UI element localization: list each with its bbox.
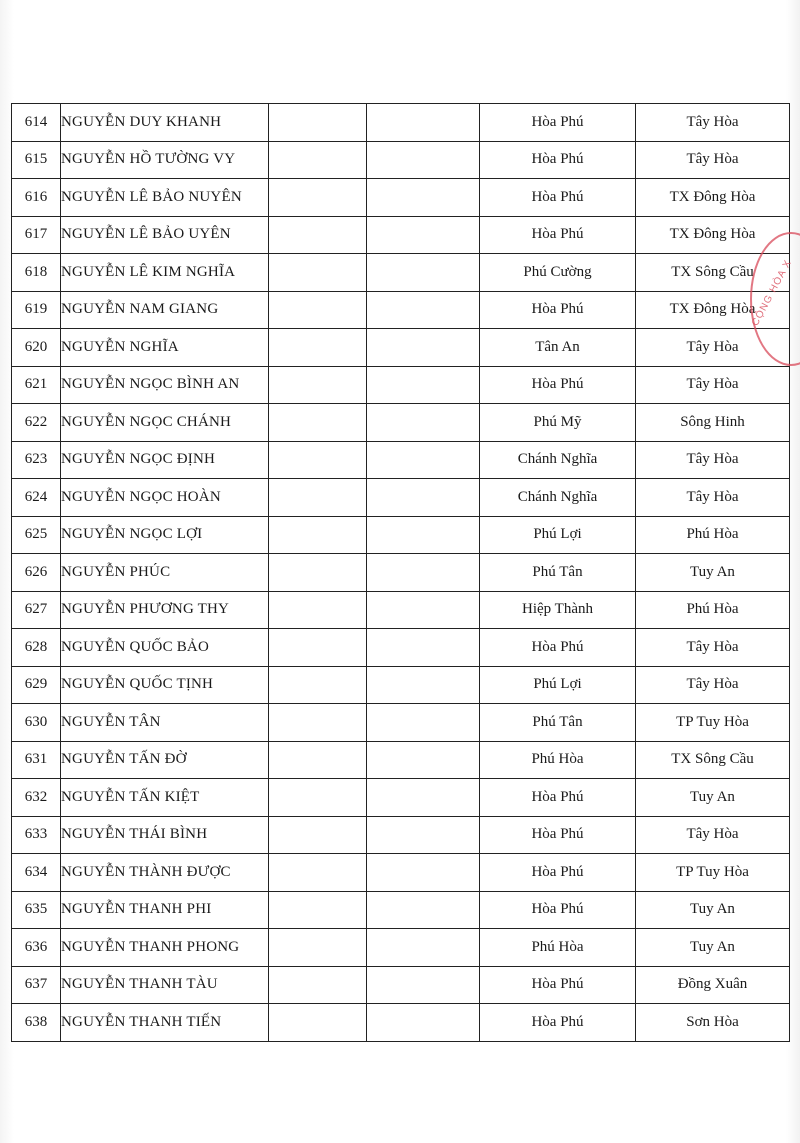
table-row — [12, 216, 790, 254]
ward-name: Phú Tân — [480, 554, 636, 592]
person-name: NGUYỄN NGỌC LỢI — [61, 516, 269, 554]
blank-cell — [367, 854, 480, 892]
ward-name: Hòa Phú — [480, 141, 636, 179]
person-name: NGUYỄN PHÚC — [61, 554, 269, 592]
district-name: Tây Hòa — [636, 629, 790, 667]
person-name: NGUYỄN QUỐC TỊNH — [61, 666, 269, 704]
blank-cell — [269, 966, 367, 1004]
ward-name: Hòa Phú — [480, 816, 636, 854]
district-name: TX Đông Hòa — [636, 179, 790, 217]
row-number: 615 — [12, 141, 61, 179]
ward-name: Hòa Phú — [480, 1004, 636, 1042]
person-name: NGUYỄN THANH PHONG — [61, 929, 269, 967]
district-name: TX Đông Hòa — [636, 216, 790, 254]
person-name: NGUYỄN THÁI BÌNH — [61, 816, 269, 854]
district-name: TP Tuy Hòa — [636, 704, 790, 742]
person-name: NGUYỄN TÂN — [61, 704, 269, 742]
district-name: Tây Hòa — [636, 141, 790, 179]
district-name: Tây Hòa — [636, 479, 790, 517]
ward-name: Hòa Phú — [480, 854, 636, 892]
table-row — [12, 591, 790, 629]
person-name: NGUYỄN THANH TIẾN — [61, 1004, 269, 1042]
roster-table — [11, 103, 790, 1042]
blank-cell — [367, 291, 480, 329]
ward-name: Chánh Nghĩa — [480, 479, 636, 517]
table-row — [12, 404, 790, 442]
district-name: Phú Hòa — [636, 591, 790, 629]
table-row — [12, 779, 790, 817]
row-number: 624 — [12, 479, 61, 517]
row-number: 628 — [12, 629, 61, 667]
district-name: TX Sông Cầu — [636, 254, 790, 292]
table-row — [12, 629, 790, 667]
blank-cell — [269, 366, 367, 404]
blank-cell — [367, 179, 480, 217]
row-number: 637 — [12, 966, 61, 1004]
blank-cell — [269, 141, 367, 179]
blank-cell — [367, 629, 480, 667]
blank-cell — [269, 816, 367, 854]
blank-cell — [367, 366, 480, 404]
person-name: NGUYỄN THÀNH ĐƯỢC — [61, 854, 269, 892]
row-number: 625 — [12, 516, 61, 554]
table-row — [12, 666, 790, 704]
person-name: NGUYỄN NGỌC BÌNH AN — [61, 366, 269, 404]
blank-cell — [269, 254, 367, 292]
district-name: TX Sông Cầu — [636, 741, 790, 779]
ward-name: Phú Tân — [480, 704, 636, 742]
blank-cell — [367, 891, 480, 929]
table-row — [12, 854, 790, 892]
blank-cell — [269, 479, 367, 517]
ward-name: Hòa Phú — [480, 366, 636, 404]
blank-cell — [367, 779, 480, 817]
district-name: Sông Hinh — [636, 404, 790, 442]
district-name: Đồng Xuân — [636, 966, 790, 1004]
blank-cell — [269, 891, 367, 929]
row-number: 636 — [12, 929, 61, 967]
blank-cell — [367, 404, 480, 442]
row-number: 627 — [12, 591, 61, 629]
table-row — [12, 329, 790, 367]
blank-cell — [269, 291, 367, 329]
blank-cell — [269, 216, 367, 254]
ward-name: Hòa Phú — [480, 179, 636, 217]
blank-cell — [367, 741, 480, 779]
blank-cell — [367, 704, 480, 742]
district-name: Tây Hòa — [636, 666, 790, 704]
table-row — [12, 816, 790, 854]
row-number: 617 — [12, 216, 61, 254]
person-name: NGUYỄN LÊ BẢO NUYÊN — [61, 179, 269, 217]
person-name: NGUYỄN LÊ BẢO UYÊN — [61, 216, 269, 254]
ward-name: Hòa Phú — [480, 104, 636, 142]
row-number: 620 — [12, 329, 61, 367]
blank-cell — [367, 554, 480, 592]
row-number: 631 — [12, 741, 61, 779]
ward-name: Hòa Phú — [480, 629, 636, 667]
ward-name: Hòa Phú — [480, 891, 636, 929]
row-number: 635 — [12, 891, 61, 929]
row-number: 616 — [12, 179, 61, 217]
ward-name: Hòa Phú — [480, 779, 636, 817]
district-name: Tây Hòa — [636, 104, 790, 142]
person-name: NGUYỄN NGỌC CHÁNH — [61, 404, 269, 442]
table-row — [12, 704, 790, 742]
blank-cell — [367, 666, 480, 704]
table-row — [12, 741, 790, 779]
row-number: 621 — [12, 366, 61, 404]
district-name: TX Đông Hòa — [636, 291, 790, 329]
row-number: 634 — [12, 854, 61, 892]
blank-cell — [269, 179, 367, 217]
blank-cell — [269, 629, 367, 667]
blank-cell — [367, 516, 480, 554]
person-name: NGUYỄN QUỐC BẢO — [61, 629, 269, 667]
district-name: Tuy An — [636, 779, 790, 817]
person-name: NGUYỄN NGỌC HOÀN — [61, 479, 269, 517]
blank-cell — [269, 779, 367, 817]
person-name: NGUYỄN TẤN ĐỜ — [61, 741, 269, 779]
table-row — [12, 479, 790, 517]
row-number: 614 — [12, 104, 61, 142]
person-name: NGUYỄN TẤN KIỆT — [61, 779, 269, 817]
district-name: Tây Hòa — [636, 366, 790, 404]
table-row — [12, 516, 790, 554]
blank-cell — [269, 516, 367, 554]
row-number: 630 — [12, 704, 61, 742]
blank-cell — [269, 104, 367, 142]
table-row — [12, 441, 790, 479]
ward-name: Phú Hòa — [480, 741, 636, 779]
table-row — [12, 141, 790, 179]
blank-cell — [367, 816, 480, 854]
blank-cell — [367, 479, 480, 517]
person-name: NGUYỄN THANH PHI — [61, 891, 269, 929]
ward-name: Hiệp Thành — [480, 591, 636, 629]
person-name: NGUYỄN LÊ KIM NGHĨA — [61, 254, 269, 292]
row-number: 638 — [12, 1004, 61, 1042]
person-name: NGUYỄN HỒ TƯỜNG VY — [61, 141, 269, 179]
person-name: NGUYỄN PHƯƠNG THY — [61, 591, 269, 629]
ward-name: Phú Cường — [480, 254, 636, 292]
blank-cell — [269, 741, 367, 779]
table-row — [12, 254, 790, 292]
ward-name: Hòa Phú — [480, 291, 636, 329]
blank-cell — [269, 591, 367, 629]
ward-name: Phú Lợi — [480, 516, 636, 554]
table-row — [12, 1004, 790, 1042]
district-name: Tuy An — [636, 929, 790, 967]
blank-cell — [367, 141, 480, 179]
table-row — [12, 929, 790, 967]
person-name: NGUYỄN THANH TÀU — [61, 966, 269, 1004]
table-row — [12, 554, 790, 592]
blank-cell — [269, 441, 367, 479]
blank-cell — [269, 666, 367, 704]
person-name: NGUYỄN NGHĨA — [61, 329, 269, 367]
blank-cell — [269, 554, 367, 592]
roster-body — [12, 104, 790, 1042]
ward-name: Hòa Phú — [480, 216, 636, 254]
ward-name: Phú Mỹ — [480, 404, 636, 442]
official-stamp-text: CỘNG HÒA X — [749, 258, 794, 328]
row-number: 619 — [12, 291, 61, 329]
blank-cell — [367, 441, 480, 479]
blank-cell — [269, 704, 367, 742]
row-number: 623 — [12, 441, 61, 479]
table-row — [12, 179, 790, 217]
person-name: NGUYỄN DUY KHANH — [61, 104, 269, 142]
blank-cell — [367, 1004, 480, 1042]
district-name: Tây Hòa — [636, 329, 790, 367]
ward-name: Tân An — [480, 329, 636, 367]
district-name: TP Tuy Hòa — [636, 854, 790, 892]
blank-cell — [367, 591, 480, 629]
table-row — [12, 366, 790, 404]
blank-cell — [269, 854, 367, 892]
row-number: 622 — [12, 404, 61, 442]
ward-name: Phú Hòa — [480, 929, 636, 967]
row-number: 633 — [12, 816, 61, 854]
ward-name: Hòa Phú — [480, 966, 636, 1004]
table-row — [12, 291, 790, 329]
ward-name: Phú Lợi — [480, 666, 636, 704]
blank-cell — [367, 254, 480, 292]
row-number: 626 — [12, 554, 61, 592]
blank-cell — [367, 216, 480, 254]
district-name: Phú Hòa — [636, 516, 790, 554]
blank-cell — [269, 929, 367, 967]
blank-cell — [269, 1004, 367, 1042]
table-row — [12, 104, 790, 142]
district-name: Tây Hòa — [636, 816, 790, 854]
ward-name: Chánh Nghĩa — [480, 441, 636, 479]
person-name: NGUYỄN NGỌC ĐỊNH — [61, 441, 269, 479]
table-row — [12, 966, 790, 1004]
table-row — [12, 891, 790, 929]
row-number: 629 — [12, 666, 61, 704]
district-name: Tây Hòa — [636, 441, 790, 479]
district-name: Tuy An — [636, 554, 790, 592]
person-name: NGUYỄN NAM GIANG — [61, 291, 269, 329]
row-number: 618 — [12, 254, 61, 292]
blank-cell — [367, 104, 480, 142]
blank-cell — [367, 929, 480, 967]
row-number: 632 — [12, 779, 61, 817]
blank-cell — [367, 329, 480, 367]
blank-cell — [367, 966, 480, 1004]
district-name: Tuy An — [636, 891, 790, 929]
blank-cell — [269, 404, 367, 442]
blank-cell — [269, 329, 367, 367]
district-name: Sơn Hòa — [636, 1004, 790, 1042]
